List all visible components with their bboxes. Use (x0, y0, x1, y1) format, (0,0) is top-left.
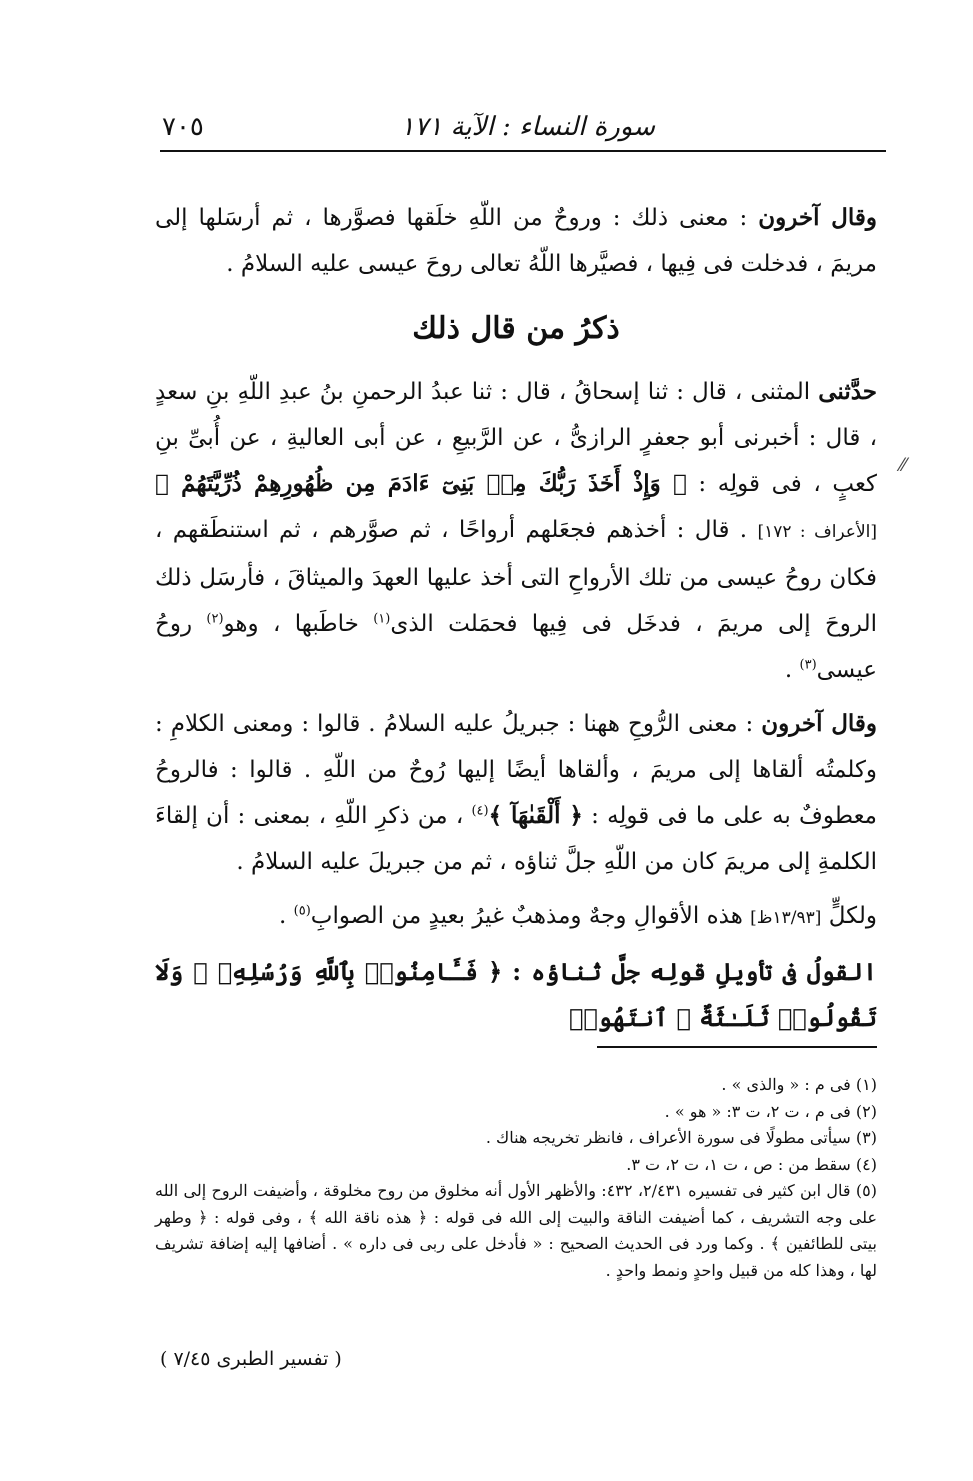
paragraph-text: روحُ عيسى (155, 611, 877, 683)
footnote-3: (٣) سيأتى مطولًا فى سورة الأعراف ، فانظر تخريجه هناك . (485, 1128, 877, 1147)
paragraph-text: : معنى ذلك : وروحٌ من اللّهِ خلَقها فصوَّرها ، ثم أرسَلها إلى مريمَ ، فدخلت فى فِيها ، فصيَّرها اللّهُ تعالى روحَ عيسى عليه السلامُ . (155, 205, 877, 277)
running-head (160, 112, 880, 152)
margin-mark-icon: ⁄⁄ (900, 455, 907, 476)
paragraph-3 (155, 701, 877, 885)
paragraph-text: ، من ذكرِ اللّهِ ، بمعنى : أن إلقاءَ الكلمةِ إلى مريمَ كان من اللّهِ جلَّ ثناؤه ، ثم من جبريلَ عليه السلامُ . (155, 803, 877, 875)
footnote-marker: (٥) (293, 903, 311, 919)
footnote-4: (٤) سقط من : ص ، ت ١، ت ٢، ت ٣. (626, 1154, 877, 1174)
footnote-marker: (٣) (799, 657, 817, 673)
footnote-marker: (٤) (471, 803, 489, 819)
paragraph-text: . قال : أخذهم فجعَلهم أرواحًا ، ثم صوَّرهم ، ثم استنطَقهم ، فكان روحُ عيسى من تلك الأرواحِ التى أخذ عليها العهدَ والميثاقَ ، فأرسَل ذلك الروحَ إلى مريمَ ، فدخَل فى فِيها فحمَلت الذى (155, 517, 878, 637)
paragraph-5 (155, 949, 877, 1041)
header-rule (160, 150, 886, 152)
paragraph-lead: وقال آخرون (761, 710, 878, 737)
paragraph-2 (155, 369, 877, 693)
quran-verse: ﴿ أَلْقَىٰهَآ ﴾ (488, 802, 583, 829)
running-title: سورة النساء : الآية ١٧١ (400, 112, 655, 142)
quran-verse: ﴿ فَـَٔامِنُوا۟ بِٱللَّهِ وَرُسُلِهِۦ ۖ وَلَا تَقُولُوا۟ ثَلَـٰثَةٌ ۚ ٱنتَهُوا۟ (155, 957, 877, 1032)
paragraph-text: : معنى الرُّوحِ ههنا : جبريلُ عليه السلامُ . قالوا : ومعنى الكلامِ : وكلمتُه ألقاها إلى مريمَ ، وألقاها أيضًا إليها رُوحٌ من اللّهِ . قالوا : فالروحُ معطوفٌ به على ما فى قولِه : (155, 711, 877, 829)
quran-verse: ﴿ وَإِذْ أَخَذَ رَبُّكَ مِنۢ بَنِىٓ ءَادَمَ مِن ظُهُورِهِمْ ذُرِّيَّتَهُمْ ﴾ (155, 470, 687, 497)
paragraph-4 (155, 893, 877, 941)
paragraph-lead: القولُ فى تأويلِ قولِه جلَّ ثناؤه : (512, 957, 878, 986)
verse-reference: [الأعراف : ١٧٢] (757, 522, 878, 542)
footnote-marker: (٢) (206, 611, 224, 627)
bottom-reference: ( تفسير الطبرى ٧/٤٥ ) (160, 1348, 342, 1370)
section-heading: ذكرُ من قال ذلك (412, 311, 620, 346)
paragraph-text: ولكلٍّ (828, 903, 877, 929)
footnote-marker: (١) (373, 611, 391, 627)
paragraph-text: خاطَبها ، وهو (223, 611, 359, 637)
paragraph-end: . (279, 903, 287, 929)
paragraph-lead: وقال آخرون (758, 204, 877, 231)
paragraph-lead: حدَّثنى (818, 378, 878, 405)
footnote-rule (597, 1046, 877, 1048)
paragraph-end: . (784, 657, 793, 683)
footnote-2: (٢) فى م ، ت ٢، ت ٣: « هو » . (664, 1101, 877, 1121)
manuscript-reference: [١٣/٩٣ظ] (750, 908, 822, 928)
footnote-1: (١) فى م : « والذى » . (721, 1075, 877, 1094)
footnotes (155, 1072, 877, 1284)
footnote-5: (٥) قال ابن كثير فى تفسيره ٢/٤٣١، ٤٣٢: والأظهر الأول أنه مخلوق من روح مخلوقة ، وأضيفت الروح إلى الله على وجه التشريف ، كما أضيفت الناقة والبيت إلى الله فى قوله : ﴿ هذه ناقة الله ﴾ ، وفى قوله : ﴿ وطهر بيتى للطائفين ﴾ . وكما ورد فى الحديث الصحيح : « فأدخل على ربى فى داره » . أضافها إليه إضافة تشريف لها ، وهذا كله من قبيل واحدٍ ونمط واحدٍ . (155, 1181, 877, 1280)
paragraph-text: هذه الأقوالِ وجهٌ ومذهبٌ غيرُ بعيدٍ من الصوابِ (310, 903, 743, 929)
paragraph-text: المثنى ، قال : ثنا إسحاقُ ، قال : ثنا عبدُ الرحمنِ بنُ عبدِ اللّهِ بنِ سعدٍ ، قال : أخبرنى أبو جعفرٍ الرازىُّ ، عن الرَّبيعِ ، عن أبى العاليةِ ، عن أُبىِّ بنِ كعبٍ ، فى قولِه : (155, 379, 877, 497)
main-text (155, 195, 877, 1041)
page-number: ٧٠٥ (162, 112, 204, 142)
paragraph-1 (155, 195, 877, 287)
